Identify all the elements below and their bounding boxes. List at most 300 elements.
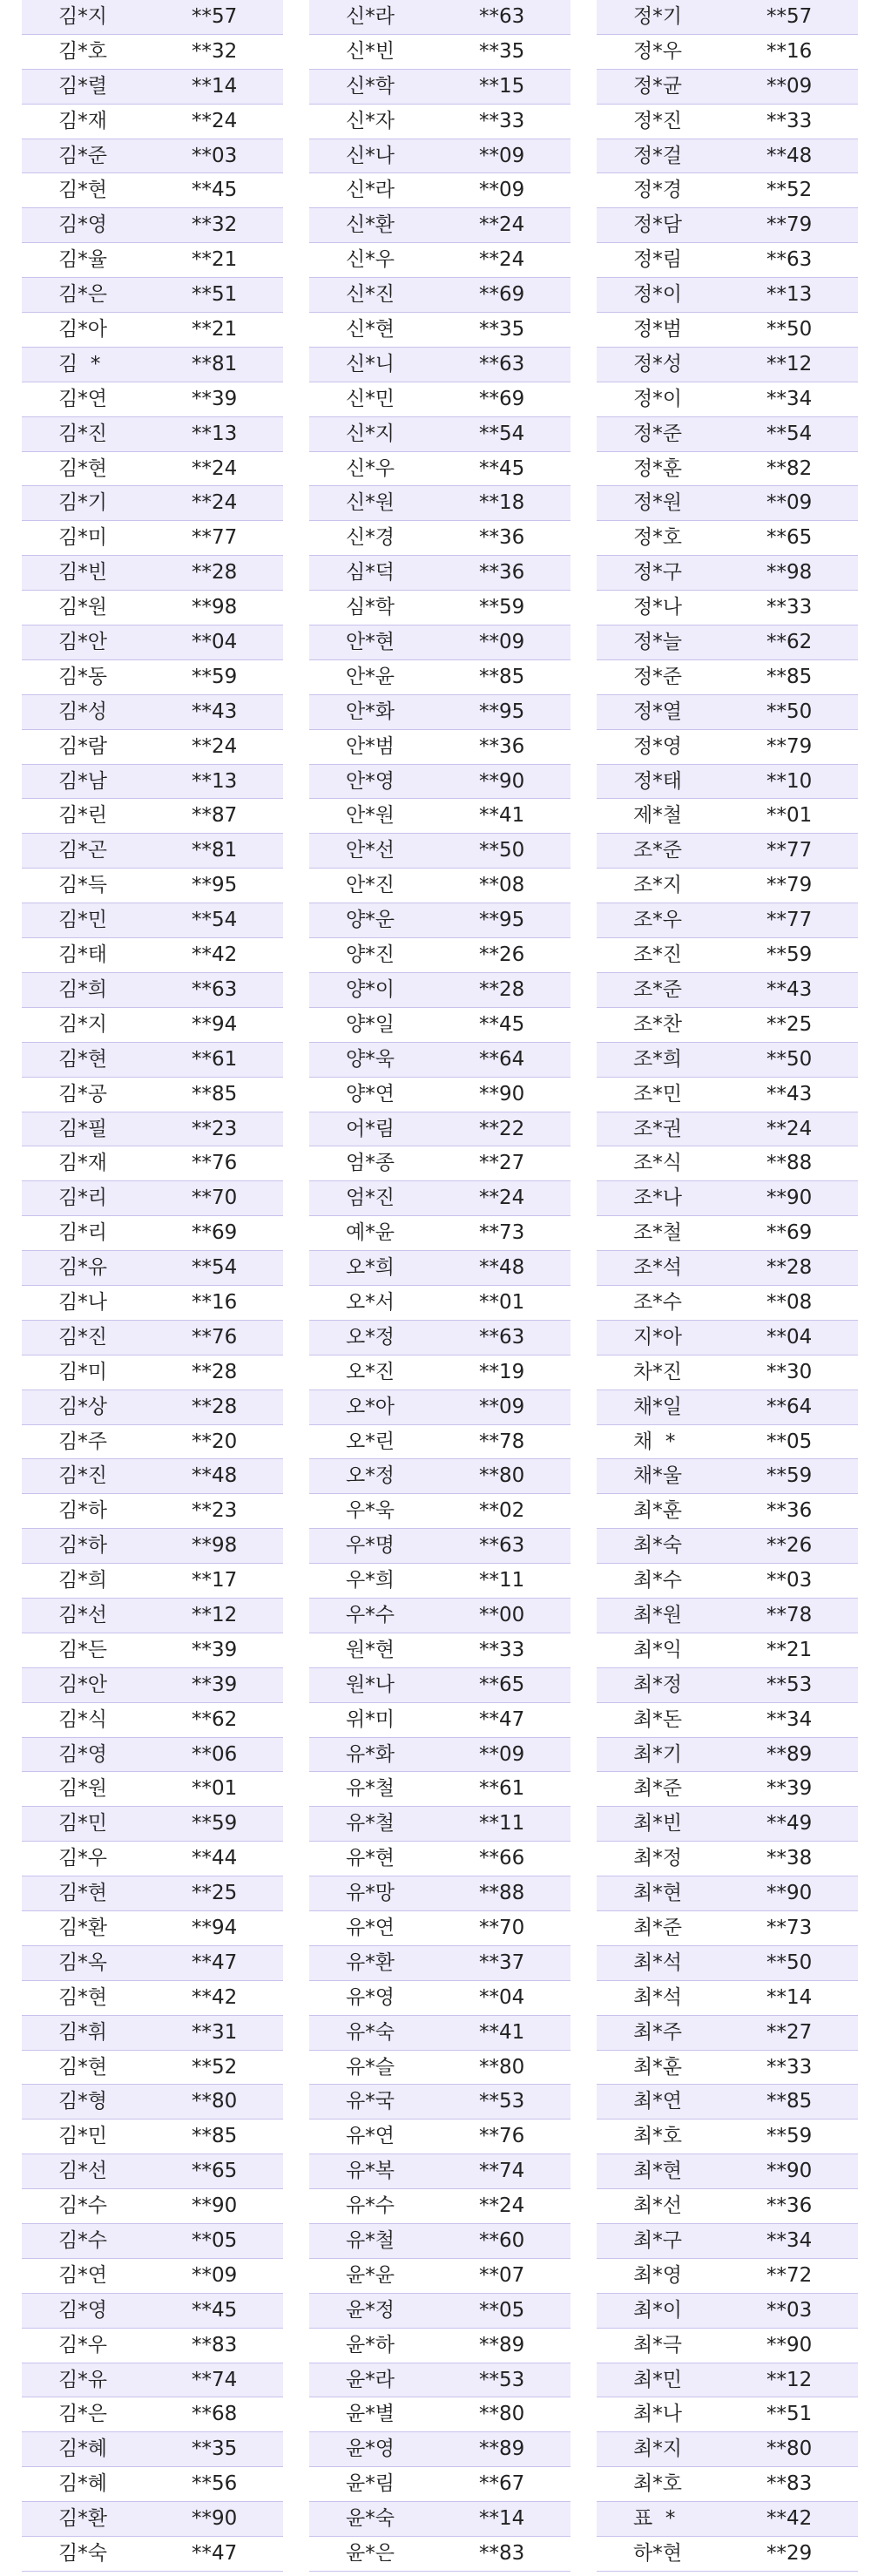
list-item bbox=[597, 1668, 858, 1703]
list-item bbox=[597, 2189, 858, 2224]
masked-phone-digits: **48 bbox=[479, 1256, 525, 1280]
masked-phone-digits: **70 bbox=[479, 1916, 525, 1939]
masked-phone-digits: **24 bbox=[479, 213, 525, 237]
masked-phone-digits: **24 bbox=[192, 491, 238, 515]
masked-phone-digits: **38 bbox=[766, 1847, 813, 1870]
masked-phone-digits: **09 bbox=[766, 74, 813, 98]
masked-name: 유*연 bbox=[346, 1916, 395, 1939]
masked-phone-digits: **37 bbox=[479, 1951, 525, 1974]
list-item bbox=[309, 1738, 571, 1773]
masked-phone-digits: **35 bbox=[479, 318, 525, 341]
masked-phone-digits: **83 bbox=[192, 2333, 238, 2356]
masked-phone-digits: **36 bbox=[479, 526, 525, 550]
masked-name: 하*현 bbox=[633, 2542, 682, 2566]
masked-name: 김*옥 bbox=[58, 1951, 107, 1974]
list-item bbox=[309, 2432, 571, 2467]
masked-name: 김*유 bbox=[58, 2368, 107, 2391]
masked-phone-digits: **03 bbox=[766, 2298, 813, 2322]
masked-phone-digits: **81 bbox=[192, 352, 238, 375]
masked-name: 오*서 bbox=[346, 1290, 395, 1314]
list-item bbox=[309, 1146, 571, 1181]
list-item bbox=[309, 834, 571, 869]
list-item bbox=[309, 1599, 571, 1633]
masked-name: 신*지 bbox=[346, 422, 395, 445]
masked-phone-digits: **62 bbox=[192, 1707, 238, 1731]
masked-phone-digits: **78 bbox=[766, 1603, 813, 1626]
masked-name: 김*혜 bbox=[58, 2472, 107, 2496]
list-item bbox=[22, 660, 283, 695]
masked-phone-digits: **56 bbox=[192, 2472, 238, 2496]
masked-phone-digits: **69 bbox=[479, 283, 525, 307]
masked-phone-digits: **59 bbox=[766, 1464, 813, 1488]
masked-phone-digits: **01 bbox=[766, 804, 813, 828]
list-item bbox=[22, 1599, 283, 1633]
masked-phone-digits: **59 bbox=[766, 2125, 813, 2148]
list-item bbox=[597, 208, 858, 243]
list-item bbox=[597, 1112, 858, 1147]
list-item bbox=[309, 278, 571, 313]
masked-name: 김*우 bbox=[58, 1847, 107, 1870]
list-item bbox=[22, 1494, 283, 1529]
masked-phone-digits: **09 bbox=[479, 144, 525, 167]
masked-name: 제*철 bbox=[633, 804, 682, 828]
masked-phone-digits: **15 bbox=[479, 74, 525, 98]
list-item bbox=[309, 2502, 571, 2537]
masked-phone-digits: **24 bbox=[192, 734, 238, 758]
list-item bbox=[597, 1078, 858, 1112]
list-item bbox=[22, 1425, 283, 1460]
masked-phone-digits: **22 bbox=[479, 1117, 525, 1140]
masked-phone-digits: **16 bbox=[766, 39, 813, 63]
list-item bbox=[22, 1356, 283, 1390]
masked-phone-digits: **35 bbox=[192, 2437, 238, 2461]
masked-name: 양*진 bbox=[346, 943, 395, 967]
masked-phone-digits: **90 bbox=[479, 1082, 525, 1105]
list-item bbox=[22, 2259, 283, 2294]
masked-phone-digits: **18 bbox=[479, 491, 525, 515]
masked-phone-digits: **32 bbox=[192, 39, 238, 63]
masked-name: 정*균 bbox=[633, 74, 682, 98]
list-item bbox=[597, 2224, 858, 2259]
masked-phone-digits: **45 bbox=[479, 1012, 525, 1036]
list-item bbox=[22, 2224, 283, 2259]
masked-name: 안*현 bbox=[346, 631, 395, 654]
masked-name: 김*현 bbox=[58, 2055, 107, 2079]
list-item bbox=[309, 730, 571, 765]
list-item bbox=[309, 938, 571, 973]
masked-phone-digits: **63 bbox=[192, 977, 238, 1001]
masked-name: 신*학 bbox=[346, 74, 395, 98]
masked-name: 조*식 bbox=[633, 1152, 682, 1175]
masked-phone-digits: **47 bbox=[192, 1951, 238, 1974]
masked-phone-digits: **83 bbox=[766, 2472, 813, 2496]
masked-name: 최*이 bbox=[633, 2298, 682, 2322]
masked-phone-digits: **90 bbox=[192, 2507, 238, 2531]
list-item bbox=[309, 2051, 571, 2086]
masked-phone-digits: **05 bbox=[766, 1430, 813, 1453]
masked-phone-digits: **54 bbox=[766, 422, 813, 445]
masked-phone-digits: **66 bbox=[479, 1847, 525, 1870]
list-item bbox=[22, 2294, 283, 2329]
masked-phone-digits: **59 bbox=[766, 943, 813, 967]
masked-name: 신*경 bbox=[346, 526, 395, 550]
masked-phone-digits: **07 bbox=[479, 2263, 525, 2287]
list-item bbox=[309, 70, 571, 105]
masked-phone-digits: **85 bbox=[766, 2090, 813, 2113]
list-item bbox=[22, 1251, 283, 1286]
masked-phone-digits: **87 bbox=[192, 804, 238, 828]
masked-phone-digits: **36 bbox=[479, 561, 525, 585]
masked-phone-digits: **39 bbox=[192, 1638, 238, 1661]
masked-name: 김*재 bbox=[58, 1152, 107, 1175]
masked-phone-digits: **34 bbox=[766, 2229, 813, 2252]
masked-name: 지*아 bbox=[633, 1325, 682, 1349]
masked-name: 채*울 bbox=[633, 1464, 682, 1488]
masked-name: 최*빈 bbox=[633, 1812, 682, 1836]
list-item bbox=[597, 625, 858, 660]
list-item bbox=[597, 2016, 858, 2051]
list-item bbox=[597, 2294, 858, 2329]
masked-name: 김*안 bbox=[58, 1673, 107, 1696]
list-item bbox=[309, 1112, 571, 1147]
list-item bbox=[22, 834, 283, 869]
masked-phone-digits: **50 bbox=[766, 1951, 813, 1974]
list-item bbox=[597, 1599, 858, 1633]
masked-name: 안*영 bbox=[346, 769, 395, 793]
list-item bbox=[309, 2189, 571, 2224]
list-item bbox=[22, 1772, 283, 1807]
list-item bbox=[309, 903, 571, 938]
list-item bbox=[597, 348, 858, 382]
list-item bbox=[22, 105, 283, 139]
masked-name: 정*걸 bbox=[633, 144, 682, 167]
masked-name: 유*철 bbox=[346, 1777, 395, 1801]
masked-name: 최*주 bbox=[633, 2020, 682, 2044]
list-item bbox=[22, 1842, 283, 1876]
masked-name: 윤*라 bbox=[346, 2368, 395, 2391]
masked-phone-digits: **47 bbox=[479, 1707, 525, 1731]
masked-name: 차*진 bbox=[633, 1360, 682, 1383]
list-item bbox=[597, 1216, 858, 1251]
list-item bbox=[22, 1529, 283, 1564]
masked-name: 김 * bbox=[58, 352, 101, 375]
list-item bbox=[309, 105, 571, 139]
masked-name: 우*명 bbox=[346, 1534, 395, 1558]
masked-phone-digits: **72 bbox=[766, 2263, 813, 2287]
masked-name: 신*환 bbox=[346, 213, 395, 237]
masked-phone-digits: **73 bbox=[766, 1916, 813, 1939]
masked-phone-digits: **12 bbox=[766, 352, 813, 375]
masked-name: 김*준 bbox=[58, 144, 107, 167]
masked-name: 유*숙 bbox=[346, 2020, 395, 2044]
list-item bbox=[22, 2189, 283, 2224]
masked-name: 김*진 bbox=[58, 1325, 107, 1349]
list-item bbox=[22, 2120, 283, 2154]
masked-phone-digits: **60 bbox=[479, 2229, 525, 2252]
list-item bbox=[597, 1703, 858, 1738]
masked-phone-digits: **80 bbox=[192, 2090, 238, 2113]
masked-phone-digits: **26 bbox=[479, 943, 525, 967]
masked-phone-digits: **63 bbox=[479, 352, 525, 375]
masked-name: 김*필 bbox=[58, 1117, 107, 1140]
masked-name: 최*민 bbox=[633, 2368, 682, 2391]
masked-name: 최*석 bbox=[633, 1985, 682, 2009]
masked-name: 김*영 bbox=[58, 213, 107, 237]
masked-name: 김*민 bbox=[58, 1812, 107, 1836]
masked-name: 원*나 bbox=[346, 1673, 395, 1696]
masked-phone-digits: **50 bbox=[479, 839, 525, 862]
masked-phone-digits: **24 bbox=[192, 456, 238, 480]
list-item bbox=[597, 486, 858, 521]
list-item bbox=[597, 278, 858, 313]
masked-phone-digits: **14 bbox=[479, 2507, 525, 2531]
list-item bbox=[597, 1946, 858, 1981]
masked-phone-digits: **39 bbox=[192, 1673, 238, 1696]
list-item bbox=[22, 417, 283, 452]
masked-phone-digits: **45 bbox=[192, 2298, 238, 2322]
list-item bbox=[597, 2397, 858, 2432]
masked-name: 최*수 bbox=[633, 1569, 682, 1592]
masked-name: 안*윤 bbox=[346, 665, 395, 688]
masked-name: 김*상 bbox=[58, 1395, 107, 1418]
masked-name: 조*지 bbox=[633, 874, 682, 897]
masked-phone-digits: **68 bbox=[192, 2403, 238, 2426]
list-item bbox=[309, 173, 571, 208]
masked-name: 김*우 bbox=[58, 2333, 107, 2356]
masked-phone-digits: **61 bbox=[192, 1047, 238, 1071]
masked-phone-digits: **35 bbox=[479, 39, 525, 63]
masked-name: 김*미 bbox=[58, 1360, 107, 1383]
masked-name: 김*연 bbox=[58, 387, 107, 410]
list-item bbox=[597, 1529, 858, 1564]
list-item bbox=[22, 625, 283, 660]
list-item bbox=[597, 1425, 858, 1460]
masked-name: 김*나 bbox=[58, 1290, 107, 1314]
masked-name: 최*영 bbox=[633, 2263, 682, 2287]
masked-name: 김*연 bbox=[58, 2263, 107, 2287]
list-item bbox=[309, 2016, 571, 2051]
masked-phone-digits: **21 bbox=[766, 1638, 813, 1661]
masked-phone-digits: **42 bbox=[192, 943, 238, 967]
masked-name: 안*선 bbox=[346, 839, 395, 862]
masked-phone-digits: **47 bbox=[192, 2542, 238, 2566]
masked-name: 정*나 bbox=[633, 596, 682, 619]
masked-name: 조*준 bbox=[633, 977, 682, 1001]
masked-phone-digits: **30 bbox=[766, 1360, 813, 1383]
masked-phone-digits: **28 bbox=[479, 977, 525, 1001]
list-item bbox=[22, 2363, 283, 2398]
masked-name: 김*희 bbox=[58, 1569, 107, 1592]
list-item bbox=[309, 2259, 571, 2294]
masked-phone-digits: **67 bbox=[479, 2472, 525, 2496]
masked-name: 김*공 bbox=[58, 1082, 107, 1105]
masked-name: 신*원 bbox=[346, 491, 395, 515]
list-item bbox=[22, 208, 283, 243]
list-item bbox=[597, 35, 858, 70]
list-item bbox=[22, 1146, 283, 1181]
list-item bbox=[597, 105, 858, 139]
name-column-1 bbox=[22, 0, 283, 2576]
list-item bbox=[597, 765, 858, 800]
masked-name: 김*수 bbox=[58, 2194, 107, 2218]
list-item bbox=[22, 1738, 283, 1773]
masked-phone-digits: **50 bbox=[766, 318, 813, 341]
list-item bbox=[309, 869, 571, 903]
masked-name: 정*훈 bbox=[633, 456, 682, 480]
masked-phone-digits: **36 bbox=[479, 734, 525, 758]
masked-phone-digits: **79 bbox=[766, 874, 813, 897]
masked-phone-digits: **25 bbox=[192, 1882, 238, 1905]
masked-name: 김*진 bbox=[58, 1464, 107, 1488]
masked-phone-digits: **90 bbox=[766, 2333, 813, 2356]
masked-name: 엄*진 bbox=[346, 1187, 395, 1210]
masked-name: 최*정 bbox=[633, 1673, 682, 1696]
list-item bbox=[22, 1008, 283, 1043]
masked-name: 오*정 bbox=[346, 1325, 395, 1349]
masked-name: 김*지 bbox=[58, 1012, 107, 1036]
masked-phone-digits: **03 bbox=[192, 144, 238, 167]
masked-name: 유*복 bbox=[346, 2160, 395, 2183]
masked-phone-digits: **64 bbox=[766, 1395, 813, 1418]
list-item bbox=[597, 1633, 858, 1668]
masked-name: 김*성 bbox=[58, 700, 107, 723]
list-item bbox=[22, 1043, 283, 1078]
list-item bbox=[597, 2259, 858, 2294]
list-item bbox=[22, 1216, 283, 1251]
masked-name: 유*연 bbox=[346, 2125, 395, 2148]
list-item bbox=[597, 2363, 858, 2398]
list-item bbox=[597, 556, 858, 591]
list-item bbox=[309, 2154, 571, 2189]
masked-name: 김*영 bbox=[58, 1742, 107, 1766]
list-item bbox=[597, 799, 858, 834]
list-item bbox=[22, 1078, 283, 1112]
list-item bbox=[309, 417, 571, 452]
masked-name: 양*욱 bbox=[346, 1047, 395, 1071]
masked-phone-digits: **34 bbox=[766, 1707, 813, 1731]
masked-name: 김*미 bbox=[58, 526, 107, 550]
masked-name: 정*우 bbox=[633, 39, 682, 63]
masked-phone-digits: **33 bbox=[766, 2055, 813, 2079]
list-item bbox=[597, 1356, 858, 1390]
list-item bbox=[597, 1807, 858, 1842]
list-item bbox=[597, 1564, 858, 1599]
masked-phone-digits: **08 bbox=[766, 1290, 813, 1314]
masked-name: 정*진 bbox=[633, 109, 682, 132]
name-column-3 bbox=[597, 0, 858, 2576]
masked-phone-digits: **43 bbox=[192, 700, 238, 723]
masked-name: 김*람 bbox=[58, 734, 107, 758]
masked-phone-digits: **63 bbox=[479, 5, 525, 28]
list-item bbox=[597, 313, 858, 348]
masked-name: 정*담 bbox=[633, 213, 682, 237]
masked-phone-digits: **23 bbox=[192, 1117, 238, 1140]
masked-name: 김*호 bbox=[58, 39, 107, 63]
masked-name: 우*수 bbox=[346, 1603, 395, 1626]
masked-phone-digits: **51 bbox=[192, 283, 238, 307]
list-item bbox=[309, 35, 571, 70]
masked-name: 정*준 bbox=[633, 665, 682, 688]
list-item bbox=[597, 1181, 858, 1216]
list-item bbox=[597, 660, 858, 695]
list-item bbox=[22, 903, 283, 938]
list-item bbox=[309, 1251, 571, 1286]
list-item bbox=[22, 486, 283, 521]
list-item bbox=[22, 1181, 283, 1216]
masked-name: 신*우 bbox=[346, 248, 395, 272]
list-item bbox=[309, 2294, 571, 2329]
masked-phone-digits: **59 bbox=[192, 665, 238, 688]
masked-name: 원*현 bbox=[346, 1638, 395, 1661]
masked-name: 김*득 bbox=[58, 874, 107, 897]
masked-phone-digits: **48 bbox=[192, 1464, 238, 1488]
list-item bbox=[22, 35, 283, 70]
masked-name: 김*안 bbox=[58, 631, 107, 654]
list-item bbox=[309, 348, 571, 382]
masked-phone-digits: **62 bbox=[766, 631, 813, 654]
masked-name: 조*철 bbox=[633, 1221, 682, 1245]
masked-name: 유*철 bbox=[346, 1812, 395, 1836]
masked-name: 윤*은 bbox=[346, 2542, 395, 2566]
list-item bbox=[597, 1146, 858, 1181]
masked-name: 유*국 bbox=[346, 2090, 395, 2113]
masked-phone-digits: **64 bbox=[479, 1047, 525, 1071]
masked-phone-digits: **54 bbox=[479, 422, 525, 445]
masked-name: 신*민 bbox=[346, 387, 395, 410]
masked-name: 엄*종 bbox=[346, 1152, 395, 1175]
masked-name: 김*현 bbox=[58, 456, 107, 480]
masked-name: 최*나 bbox=[633, 2403, 682, 2426]
masked-phone-digits: **28 bbox=[192, 1395, 238, 1418]
masked-phone-digits: **16 bbox=[192, 1290, 238, 1314]
masked-name: 조*희 bbox=[633, 1047, 682, 1071]
masked-phone-digits: **02 bbox=[479, 1499, 525, 1523]
masked-name: 안*원 bbox=[346, 804, 395, 828]
list-item bbox=[22, 1668, 283, 1703]
masked-phone-digits: **61 bbox=[479, 1777, 525, 1801]
masked-phone-digits: **04 bbox=[766, 1325, 813, 1349]
masked-phone-digits: **51 bbox=[766, 2403, 813, 2426]
masked-phone-digits: **76 bbox=[192, 1325, 238, 1349]
masked-name: 신*현 bbox=[346, 318, 395, 341]
list-item bbox=[597, 1251, 858, 1286]
masked-name: 최*연 bbox=[633, 2090, 682, 2113]
masked-name: 김*현 bbox=[58, 1047, 107, 1071]
masked-phone-digits: **76 bbox=[192, 1152, 238, 1175]
masked-name: 표 * bbox=[633, 2507, 676, 2531]
list-item bbox=[22, 556, 283, 591]
list-item bbox=[22, 2154, 283, 2189]
masked-phone-digits: **52 bbox=[192, 2055, 238, 2079]
masked-name: 유*환 bbox=[346, 1951, 395, 1974]
masked-phone-digits: **44 bbox=[192, 1847, 238, 1870]
masked-phone-digits: **09 bbox=[479, 631, 525, 654]
masked-name: 최*원 bbox=[633, 1603, 682, 1626]
list-item bbox=[309, 208, 571, 243]
list-item bbox=[22, 1286, 283, 1321]
list-item bbox=[309, 2363, 571, 2398]
masked-phone-digits: **90 bbox=[766, 1882, 813, 1905]
masked-name: 최*준 bbox=[633, 1777, 682, 1801]
masked-phone-digits: **90 bbox=[766, 2160, 813, 2183]
list-item bbox=[309, 521, 571, 556]
masked-name: 최*선 bbox=[633, 2194, 682, 2218]
masked-phone-digits: **21 bbox=[192, 318, 238, 341]
list-item bbox=[22, 278, 283, 313]
list-item bbox=[22, 730, 283, 765]
masked-phone-digits: **05 bbox=[192, 2229, 238, 2252]
list-item bbox=[597, 1772, 858, 1807]
